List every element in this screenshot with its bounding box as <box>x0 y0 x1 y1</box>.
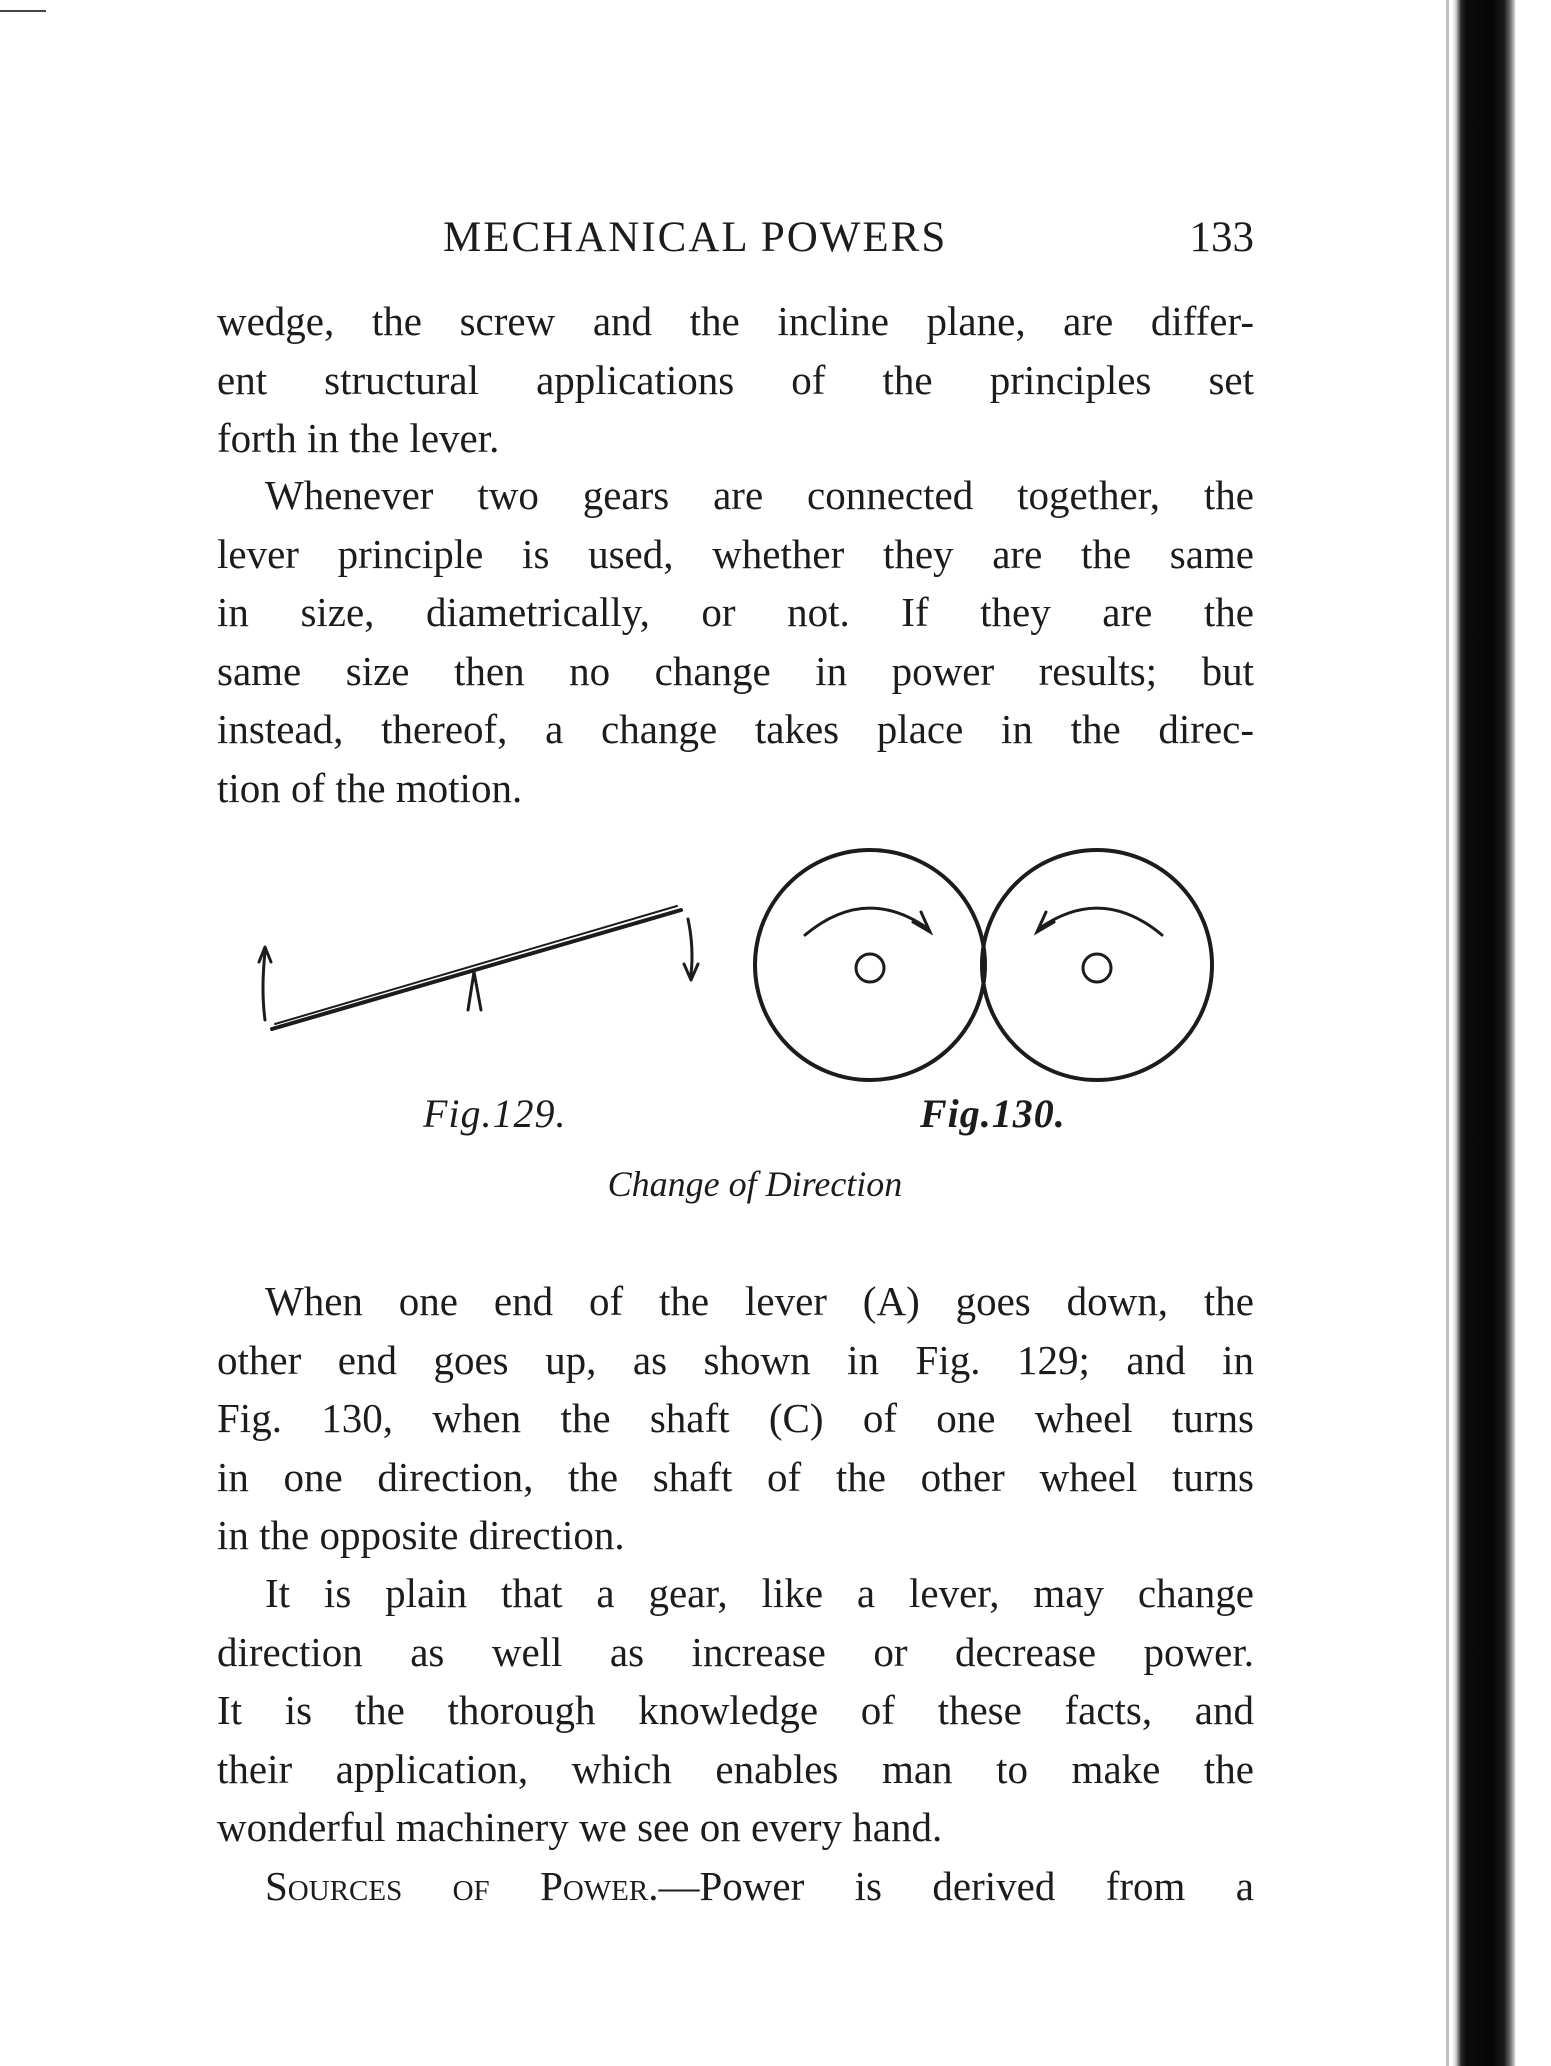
text-line: other end goes up, as shown in Fig. 129; and in <box>217 1336 1254 1383</box>
lever-up-arrow-icon <box>263 952 265 1020</box>
paragraph-1 <box>217 292 1254 468</box>
right-wheel <box>982 850 1212 1080</box>
section-heading: Sources of Power. <box>265 1862 659 1909</box>
text-line: forth in the lever. <box>217 415 500 461</box>
figure-caption: Change of Direction <box>607 1164 903 1204</box>
left-shaft-icon <box>856 954 884 982</box>
text-line: in size, diametrically, or not. If they are the <box>217 589 1254 635</box>
text-line: wonderful machinery we see on every hand. <box>217 1804 943 1850</box>
text-line: their application, which enables man to make the <box>217 1745 1254 1792</box>
lever-diagram <box>259 906 698 1029</box>
section-text: —Power is derived from a <box>658 1862 1254 1909</box>
figure-change-of-direction <box>240 840 1240 1240</box>
figure-129-label: Fig.129. <box>423 1091 567 1136</box>
lever-bar <box>272 910 681 1029</box>
text-line: ent structural applications of the principles set <box>217 356 1254 403</box>
text-line: direction as well as increase or decrease power. <box>217 1628 1254 1675</box>
text-line: When one end of the lever (A) goes down, the <box>265 1278 1254 1324</box>
gear-diagram <box>755 850 1212 1080</box>
clockwise-arrowhead-icon <box>913 912 930 932</box>
paragraph-3 <box>217 1272 1254 1565</box>
text-line: in one direction, the shaft of the other wheel turns <box>217 1453 1254 1500</box>
text-line: Fig. 130, when the shaft (C) of one wheel turns <box>217 1395 1254 1441</box>
text-line: lever principle is used, whether they are the same <box>217 530 1254 577</box>
text-line: same size then no change in power results; but <box>217 647 1254 694</box>
page-number: 133 <box>1189 214 1254 261</box>
text-line: It is plain that a gear, like a lever, may change <box>265 1570 1254 1616</box>
text-line: Whenever two gears are connected together, the <box>265 472 1254 518</box>
section-line <box>217 1857 1254 1916</box>
clockwise-arrow-icon <box>805 908 927 935</box>
figure-130-label: Fig.130. <box>920 1091 1066 1136</box>
text-line: instead, thereof, a change takes place in the direc- <box>217 706 1254 752</box>
page-edge-shadow <box>1446 0 1449 2066</box>
text-line: tion of the motion. <box>217 764 523 811</box>
paragraph-2 <box>217 466 1254 817</box>
running-title: MECHANICAL POWERS <box>443 214 948 261</box>
right-shaft-icon <box>1083 954 1111 982</box>
counterclockwise-arrow-icon <box>1040 908 1162 935</box>
lever-bar-edge <box>275 906 677 1024</box>
book-binding-shadow <box>1452 0 1516 2066</box>
text-line: wedge, the screw and the incline plane, are differ- <box>217 298 1254 344</box>
fulcrum-icon <box>468 972 481 1010</box>
lever-down-arrow-icon <box>688 919 692 975</box>
left-wheel <box>755 850 985 1080</box>
paragraph-4 <box>217 1564 1254 1915</box>
running-head <box>217 213 1254 263</box>
scan-mark <box>0 10 46 12</box>
text-line: in the opposite direction. <box>217 1512 625 1558</box>
text-line: It is the thorough knowledge of these facts, and <box>217 1687 1254 1733</box>
counterclockwise-arrowhead-icon <box>1037 912 1054 932</box>
